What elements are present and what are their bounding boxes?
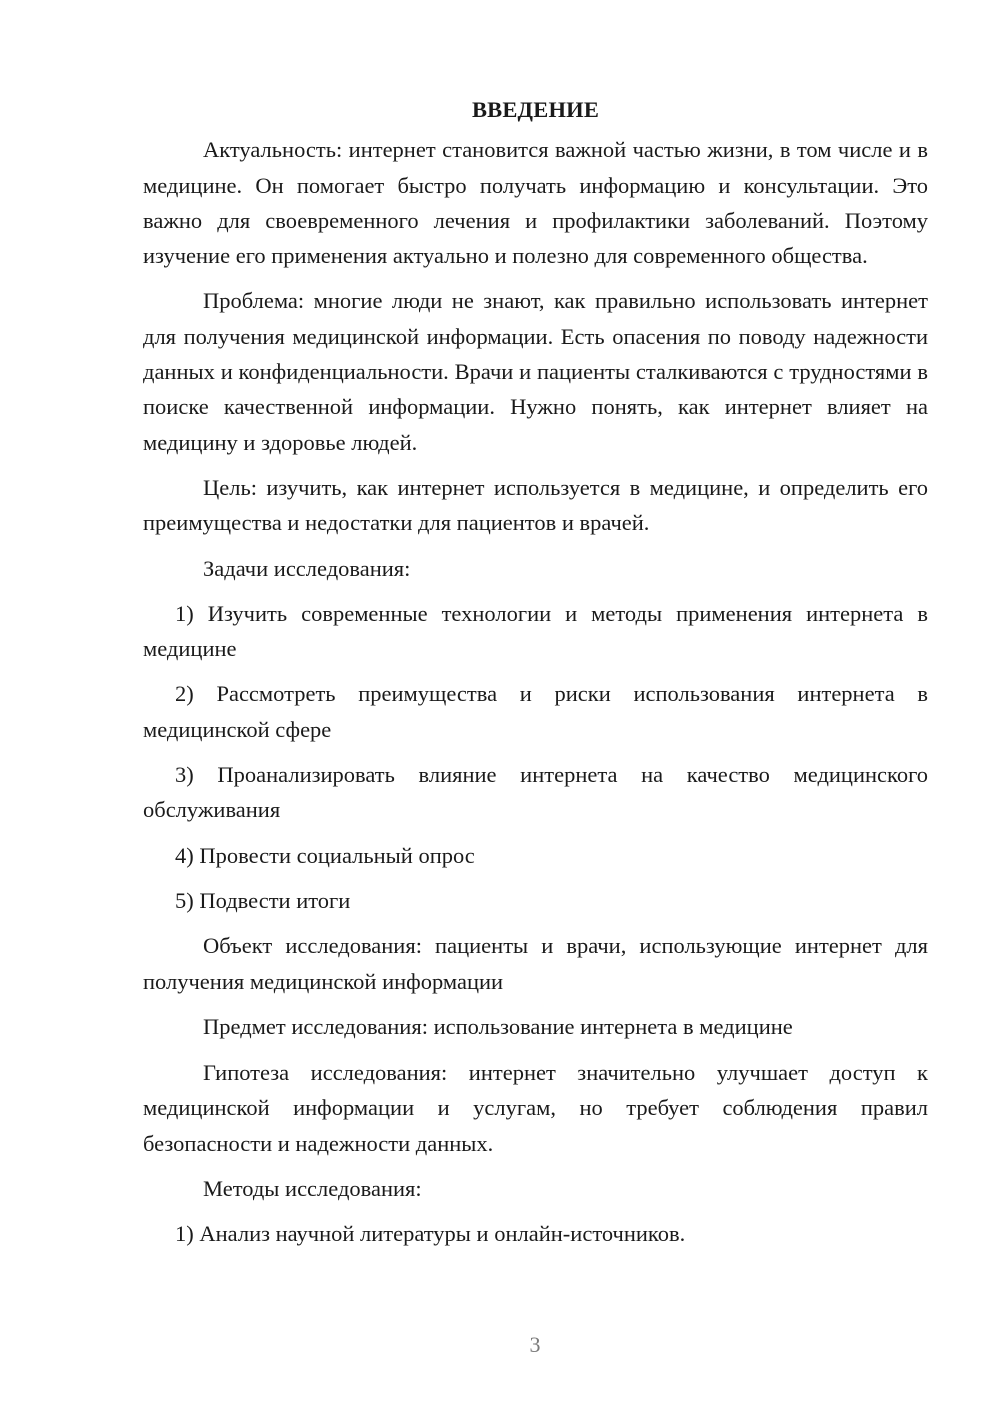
methods-heading: Методы исследования:: [203, 1176, 422, 1202]
object-paragraph: Объект исследования: пациенты и врачи, использующие интернет для получения медицинской информации: [143, 933, 928, 994]
goal-paragraph: Цель: изучить, как интернет используется в медицине, и определить его преимущества и недостатки для пациентов и врачей.: [143, 474, 928, 536]
problem-paragraph: Проблема: многие люди не знают, как правильно использовать интернет для получения медицинской информации. Есть опасения по поводу надежности данных и конфиденциальности. Врачи и пациенты сталкиваются с трудностями в поиске качественной информации. Нужно понять, как интернет влияет на медицину и здоровье людей.: [143, 288, 928, 455]
method-item: 1) Анализ научной литературы и онлайн-источников.: [175, 1221, 686, 1247]
task-item: 1) Изучить современные технологии и методы применения интернета в медицине: [143, 600, 928, 662]
task-item: 5) Подвести итоги: [175, 887, 351, 913]
tasks-list: [143, 596, 928, 918]
task-item: 4) Провести социальный опрос: [175, 842, 475, 868]
page-number: 3: [529, 1332, 541, 1357]
tasks-heading: Задачи исследования:: [203, 555, 411, 581]
page-content: [143, 92, 928, 1262]
relevance-paragraph: Актуальность: интернет становится важной частью жизни, в том числе и в медицине. Он помогает быстро получать информацию и консультации. Это важно для своевременного лечения и профилактики заболеваний. Поэтому изучение его применения актуально и полезно для современного общества.: [143, 137, 928, 269]
task-item: 2) Рассмотреть преимущества и риски использования интернета в медицинской сфере: [143, 681, 928, 742]
methods-list: [143, 1216, 928, 1251]
section-title: ВВЕДЕНИЕ: [471, 97, 600, 122]
subject-paragraph: Предмет исследования: использование интернета в медицине: [203, 1013, 793, 1039]
task-item: 3) Проанализировать влияние интернета на качество медицинского обслуживания: [143, 762, 928, 823]
hypothesis-paragraph: Гипотеза исследования: интернет значительно улучшает доступ к медицинской информации и услугам, но требует соблюдения правил безопасности и надежности данных.: [143, 1060, 928, 1156]
